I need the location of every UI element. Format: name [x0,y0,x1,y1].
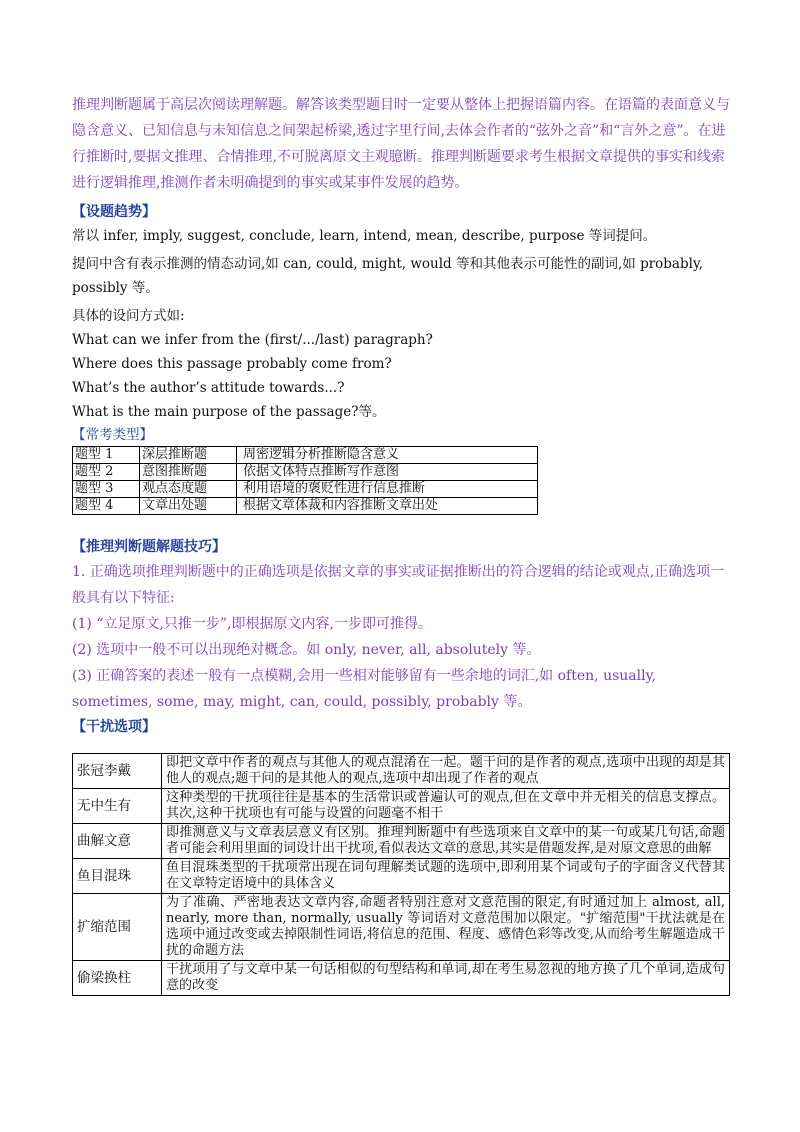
type-id: 题型 2 [73,464,140,481]
distractor-name: 扩缩范围 [73,894,162,961]
table-row [73,498,538,515]
distractor-name: 张冠李戴 [73,754,162,789]
distractors-heading: 【干扰选项】 [72,719,156,735]
document-page [72,92,732,996]
trend-line-2: 提问中含有表示推测的情态动词,如 can, could, might, would 等和其他表示可能性的副词,如 probably, possibly 等。 [72,256,704,296]
intro-paragraph: 推理判断题属于高层次阅读理解题。解答该类型题目时一定要从整体上把握语篇内容。在语篇的表面意义与隐含意义、已知信息与未知信息之间架起桥梁,透过字里行间,去体会作者的“弦外之音”和“言外之意”。在进行推断时,要据文推理、合情推理,不可脱离原文主观臆断。推理判断题要求考生根据文章提供的事实和线索进行逻辑推理,推测作者未明确提到的事实或某事件发展的趋势。 [72,97,730,191]
type-id: 题型 3 [73,481,140,498]
distractor-name: 偷梁换柱 [73,961,162,996]
table-row [73,754,730,789]
table-row [73,894,730,961]
distractor-name: 曲解文意 [73,824,162,859]
trend-heading: 【设题趋势】 [72,204,156,220]
type-desc: 周密逻辑分析推断隐含意义 [237,447,538,464]
distractor-name: 无中生有 [73,789,162,824]
trend-line-3: 具体的设问方式如: [72,308,185,324]
table-row [73,961,730,996]
type-name: 文章出处题 [140,498,237,515]
distractor-name: 鱼目混珠 [73,859,162,894]
type-id: 题型 4 [73,498,140,515]
type-desc: 依据文体特点推断写作意图 [237,464,538,481]
distractor-desc: 即推测意义与文章表层意义有区别。推理判断题中有些选项来自文章中的某一句或某几句话,命题者可能会利用里面的词设计出干扰项,看似表达文章的意思,其实是借题发挥,是对原文意思的曲解 [162,824,730,859]
distractor-desc: 鱼目混珠类型的干扰项常出现在词句理解类试题的选项中,即利用某个词或句子的字面含义代替其在文章特定语境中的具体含义 [162,859,730,894]
question-types-table [72,446,538,515]
distractor-table [72,753,730,996]
distractor-desc: 即把文章中作者的观点与其他人的观点混淆在一起。题干问的是作者的观点,选项中出现的却是其他人的观点;题干问的是其他人的观点,选项中却出现了作者的观点 [162,754,730,789]
tips-line-2: (1) “立足原文,只推一步”,即根据原文内容,一步即可推得。 [72,616,432,632]
type-name: 深层推断题 [140,447,237,464]
table-row [73,789,730,824]
tips-line-3: (2) 选项中一般不可以出现绝对概念。如 only, never, all, absolutely 等。 [72,642,541,658]
distractor-desc: 这种类型的干扰项往往是基本的生活常识或普遍认可的观点,但在文章中并无相关的信息支撑点。其次,这种干扰项也有可能与设置的问题毫不相干 [162,789,730,824]
tips-line-4: (3) 正确答案的表述一般有一点模糊,会用一些相对能够留有一些余地的词汇,如 often, usually, sometimes, some, may, might, can, could, possibly, probably 等。 [72,668,657,710]
table-row [73,481,538,498]
tips-line-1: 1. 正确选项推理判断题中的正确选项是依据文章的事实或证据推断出的符合逻辑的结论或观点,正确选项一般具有以下特征: [72,564,725,606]
trend-line-5: Where does this passage probably come from? [72,356,392,372]
distractor-desc: 干扰项用了与文章中某一句话相似的句型结构和单词,却在考生易忽视的地方换了几个单词,造成句意的改变 [162,961,730,996]
tips-heading: 【推理判断题解题技巧】 [72,539,226,555]
trend-line-7: What is the main purpose of the passage?等。 [72,404,386,420]
types-heading: 【常考类型】 [72,427,153,443]
table-row [73,824,730,859]
type-name: 意图推断题 [140,464,237,481]
distractor-desc: 为了准确、严密地表达文章内容,命题者特别注意对文意范围的限定,有时通过加上 almost, all, nearly, more than, normally, usually 等词语对文意范围加以限定。"扩缩范围"干扰法就是在选项中通过改变或去掉限制性词语,将信息的范围、程度、感情色彩等改变,从而给考生解题造成干扰的命题方法 [162,894,730,961]
trend-line-4: What can we infer from the (first/.../last) paragraph? [72,332,433,348]
trend-line-1: 常以 infer, imply, suggest, conclude, learn, intend, mean, describe, purpose 等词提问。 [72,228,657,244]
type-desc: 利用语境的褒贬性进行信息推断 [237,481,538,498]
table-row [73,859,730,894]
type-desc: 根据文章体裁和内容推断文章出处 [237,498,538,515]
table-row [73,464,538,481]
table-row [73,447,538,464]
type-id: 题型 1 [73,447,140,464]
trend-line-6: What’s the author’s attitude towards...? [72,380,345,396]
type-name: 观点态度题 [140,481,237,498]
